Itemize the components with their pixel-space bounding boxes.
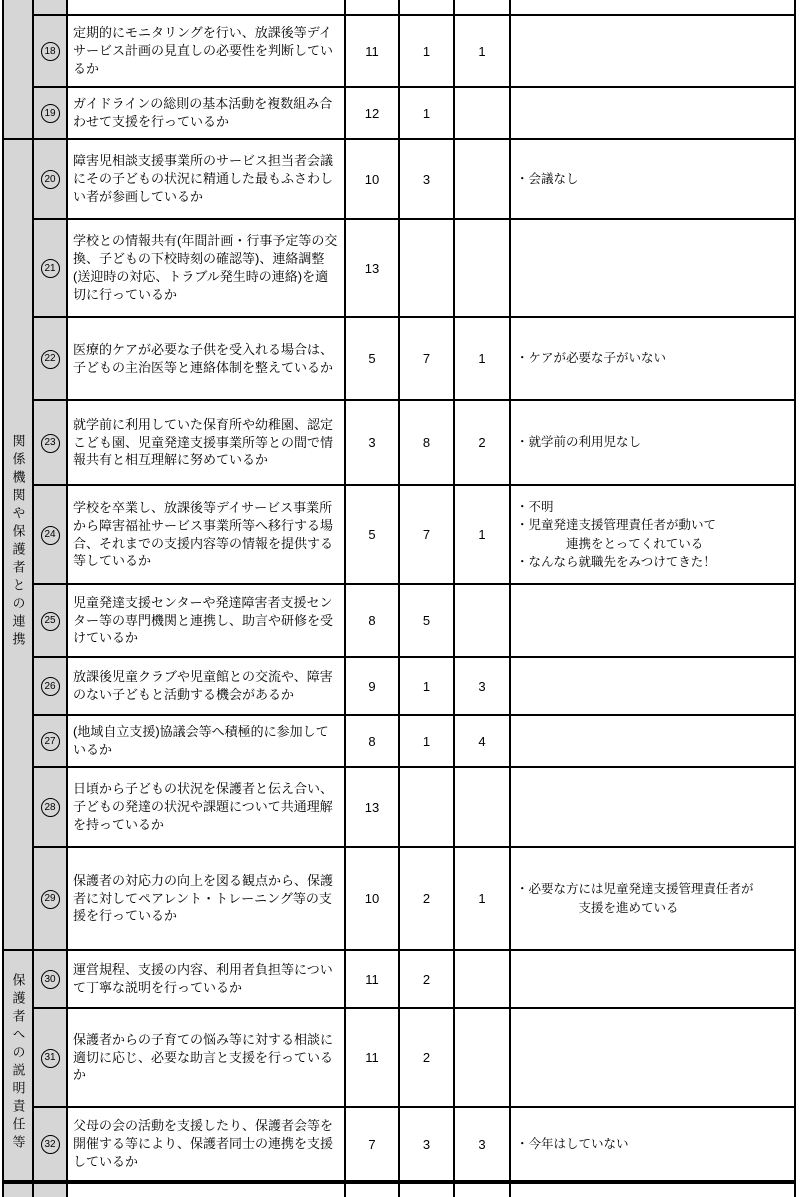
- item-number-cell: [33, 950, 67, 1008]
- comment-cell: [510, 584, 795, 657]
- comment-cell: [510, 219, 795, 317]
- table-row-27: [3, 715, 795, 767]
- count-cell-3: [454, 219, 510, 317]
- item-number-cell: [33, 219, 67, 317]
- table-row-24: [3, 485, 795, 584]
- assessment-table: [2, 0, 796, 1197]
- count-cell-1: 8: [345, 715, 399, 767]
- count-cell-2: 3: [399, 139, 454, 219]
- count-cell-1: 11: [345, 1008, 399, 1107]
- item-number-cell: [33, 767, 67, 847]
- item-number-cell: [33, 139, 67, 219]
- count-cell-2: 2: [399, 950, 454, 1008]
- comment-cell: [510, 0, 795, 15]
- count-cell-3: [454, 1182, 510, 1197]
- question-cell: [67, 1182, 345, 1197]
- count-cell-1: 12: [345, 87, 399, 139]
- count-cell-3: 3: [454, 1107, 510, 1182]
- table-row-23: [3, 400, 795, 485]
- count-cell-2: [399, 0, 454, 15]
- comment-cell: [510, 767, 795, 847]
- count-cell-1: 13: [345, 219, 399, 317]
- count-cell-1: 10: [345, 847, 399, 950]
- count-cell-2: 7: [399, 485, 454, 584]
- comment-cell: [510, 15, 795, 87]
- item-number-cell: [33, 1008, 67, 1107]
- count-cell-3: 4: [454, 715, 510, 767]
- comment-cell: [510, 1008, 795, 1107]
- count-cell-1: 13: [345, 767, 399, 847]
- table-row-partial-top: [3, 0, 795, 15]
- item-number-cell: [33, 317, 67, 400]
- item-number-badge: 25: [41, 612, 60, 631]
- item-number-badge: 23: [41, 434, 60, 453]
- count-cell-3: 1: [454, 15, 510, 87]
- question-cell: [67, 0, 345, 15]
- question-text: 保護者からの子育ての悩み等に対する相談に適切に応じ、必要な助言と支援を行っているか: [67, 1008, 345, 1107]
- item-number-cell: [33, 584, 67, 657]
- count-cell-2: 3: [399, 1107, 454, 1182]
- count-cell-3: [454, 767, 510, 847]
- question-text: 放課後児童クラブや児童館との交流や、障害のない子どもと活動する機会があるか: [67, 657, 345, 715]
- table-row-22: [3, 317, 795, 400]
- count-cell-2: 7: [399, 317, 454, 400]
- item-number-cell: [33, 1107, 67, 1182]
- question-text: 医療的ケアが必要な子供を受入れる場合は、子どもの主治医等と連絡体制を整えているか: [67, 317, 345, 400]
- item-number-cell: [33, 657, 67, 715]
- count-cell-1: 10: [345, 139, 399, 219]
- comment-cell: [510, 87, 795, 139]
- count-cell-3: [454, 950, 510, 1008]
- count-cell-1: 3: [345, 400, 399, 485]
- item-number-cell: [33, 847, 67, 950]
- section-label-cell-previous: [3, 0, 33, 139]
- count-cell-2: [399, 767, 454, 847]
- count-cell-1: [345, 0, 399, 15]
- comment-cell: [510, 715, 795, 767]
- item-number-cell: [33, 400, 67, 485]
- item-number-badge: 26: [41, 677, 60, 696]
- count-cell-2: 1: [399, 87, 454, 139]
- table-row-29: [3, 847, 795, 950]
- count-cell-1: 11: [345, 15, 399, 87]
- count-cell-1: 8: [345, 584, 399, 657]
- count-cell-3: 1: [454, 317, 510, 400]
- item-number-badge: 19: [41, 104, 60, 123]
- question-text: (地域自立支援)協議会等へ積極的に参加しているか: [67, 715, 345, 767]
- item-number-badge: 21: [41, 259, 60, 278]
- item-number-badge: 27: [41, 732, 60, 751]
- item-number-cell: [33, 715, 67, 767]
- count-cell-3: 3: [454, 657, 510, 715]
- count-cell-3: [454, 139, 510, 219]
- table-row-31: [3, 1008, 795, 1107]
- table-row-18: [3, 15, 795, 87]
- section-label-vertical: 関係機関や保護者との連携: [10, 434, 26, 650]
- section-label-cell-hogosha-setsumei: [3, 950, 33, 1182]
- question-text: 定期的にモニタリングを行い、放課後等デイサービス計画の見直しの必要性を判断しているか: [67, 15, 345, 87]
- comment-cell: [510, 1182, 795, 1197]
- table-row-partial-bottom: [3, 1182, 795, 1197]
- section-label-cell-kankei-kikan: [3, 139, 33, 950]
- count-cell-2: 1: [399, 715, 454, 767]
- count-cell-1: 5: [345, 485, 399, 584]
- item-number-badge: 20: [41, 170, 60, 189]
- count-cell-3: [454, 0, 510, 15]
- table-row-25: [3, 584, 795, 657]
- question-text: 保護者の対応力の向上を図る観点から、保護者に対してペアレント・トレーニング等の支援を行っているか: [67, 847, 345, 950]
- item-number-cell: [33, 485, 67, 584]
- comment-cell: ・ケアが必要な子がいない: [510, 317, 795, 400]
- question-text: 日頃から子どもの状況を保護者と伝え合い、子どもの発達の状況や課題について共通理解を持っているか: [67, 767, 345, 847]
- comment-cell: ・会議なし: [510, 139, 795, 219]
- count-cell-2: 1: [399, 15, 454, 87]
- table-row-30: [3, 950, 795, 1008]
- item-number-cell: [33, 87, 67, 139]
- section-label-vertical: 保護者への説明責任等: [10, 973, 26, 1153]
- count-cell-1: 9: [345, 657, 399, 715]
- count-cell-1: 11: [345, 950, 399, 1008]
- count-cell-3: 1: [454, 847, 510, 950]
- comment-cell: [510, 950, 795, 1008]
- item-number-badge: 28: [41, 798, 60, 817]
- table-row-26: [3, 657, 795, 715]
- comment-cell: ・就学前の利用児なし: [510, 400, 795, 485]
- question-text: ガイドラインの総則の基本活動を複数組み合わせて支援を行っているか: [67, 87, 345, 139]
- count-cell-3: 2: [454, 400, 510, 485]
- comment-cell: ・不明 ・児童発達支援管理責任者が動いて 連携をとってくれている ・なんなら就職先をみつけてきた！: [510, 485, 795, 584]
- table-row-19: [3, 87, 795, 139]
- question-text: 運営規程、支援の内容、利用者負担等について丁寧な説明を行っているか: [67, 950, 345, 1008]
- question-text: 障害児相談支援事業所のサービス担当者会議にその子どもの状況に精通した最もふさわしい者が参画しているか: [67, 139, 345, 219]
- item-number-cell: [33, 0, 67, 15]
- count-cell-2: 5: [399, 584, 454, 657]
- count-cell-1: 5: [345, 317, 399, 400]
- count-cell-1: 7: [345, 1107, 399, 1182]
- item-number-badge: 29: [41, 890, 60, 909]
- item-number-cell: [33, 1182, 67, 1197]
- count-cell-3: [454, 584, 510, 657]
- count-cell-1: [345, 1182, 399, 1197]
- count-cell-2: [399, 219, 454, 317]
- count-cell-3: 1: [454, 485, 510, 584]
- table-row-28: [3, 767, 795, 847]
- question-text: 学校を卒業し、放課後等デイサービス事業所から障害福祉サービス事業所等へ移行する場合、それまでの支援内容等の情報を提供する等しているか: [67, 485, 345, 584]
- question-text: 学校との情報共有(年間計画・行事予定等の交換、子どもの下校時刻の確認等)、連絡調整(送迎時の対応、トラブル発生時の連絡)を適切に行っているか: [67, 219, 345, 317]
- item-number-badge: 32: [41, 1135, 60, 1154]
- section-label-cell-continued: [3, 1182, 33, 1197]
- item-number-badge: 24: [41, 526, 60, 545]
- count-cell-2: 1: [399, 657, 454, 715]
- item-number-badge: 18: [41, 42, 60, 61]
- question-text: 児童発達支援センターや発達障害者支援センター等の専門機関と連携し、助言や研修を受けているか: [67, 584, 345, 657]
- item-number-badge: 22: [41, 350, 60, 369]
- count-cell-3: [454, 1008, 510, 1107]
- item-number-badge: 31: [41, 1049, 60, 1068]
- count-cell-3: [454, 87, 510, 139]
- table-row-20: [3, 139, 795, 219]
- table-row-21: [3, 219, 795, 317]
- count-cell-2: 2: [399, 847, 454, 950]
- comment-cell: ・今年はしていない: [510, 1107, 795, 1182]
- count-cell-2: 8: [399, 400, 454, 485]
- comment-cell: ・必要な方には児童発達支援管理責任者が 支援を進めている: [510, 847, 795, 950]
- item-number-badge: 30: [41, 970, 60, 989]
- question-text: 就学前に利用していた保育所や幼稚園、認定こども園、児童発達支援事業所等との間で情報共有と相互理解に努めているか: [67, 400, 345, 485]
- comment-cell: [510, 657, 795, 715]
- question-text: 父母の会の活動を支援したり、保護者会等を開催する等により、保護者同士の連携を支援しているか: [67, 1107, 345, 1182]
- count-cell-2: [399, 1182, 454, 1197]
- count-cell-2: 2: [399, 1008, 454, 1107]
- item-number-cell: [33, 15, 67, 87]
- table-row-32: [3, 1107, 795, 1182]
